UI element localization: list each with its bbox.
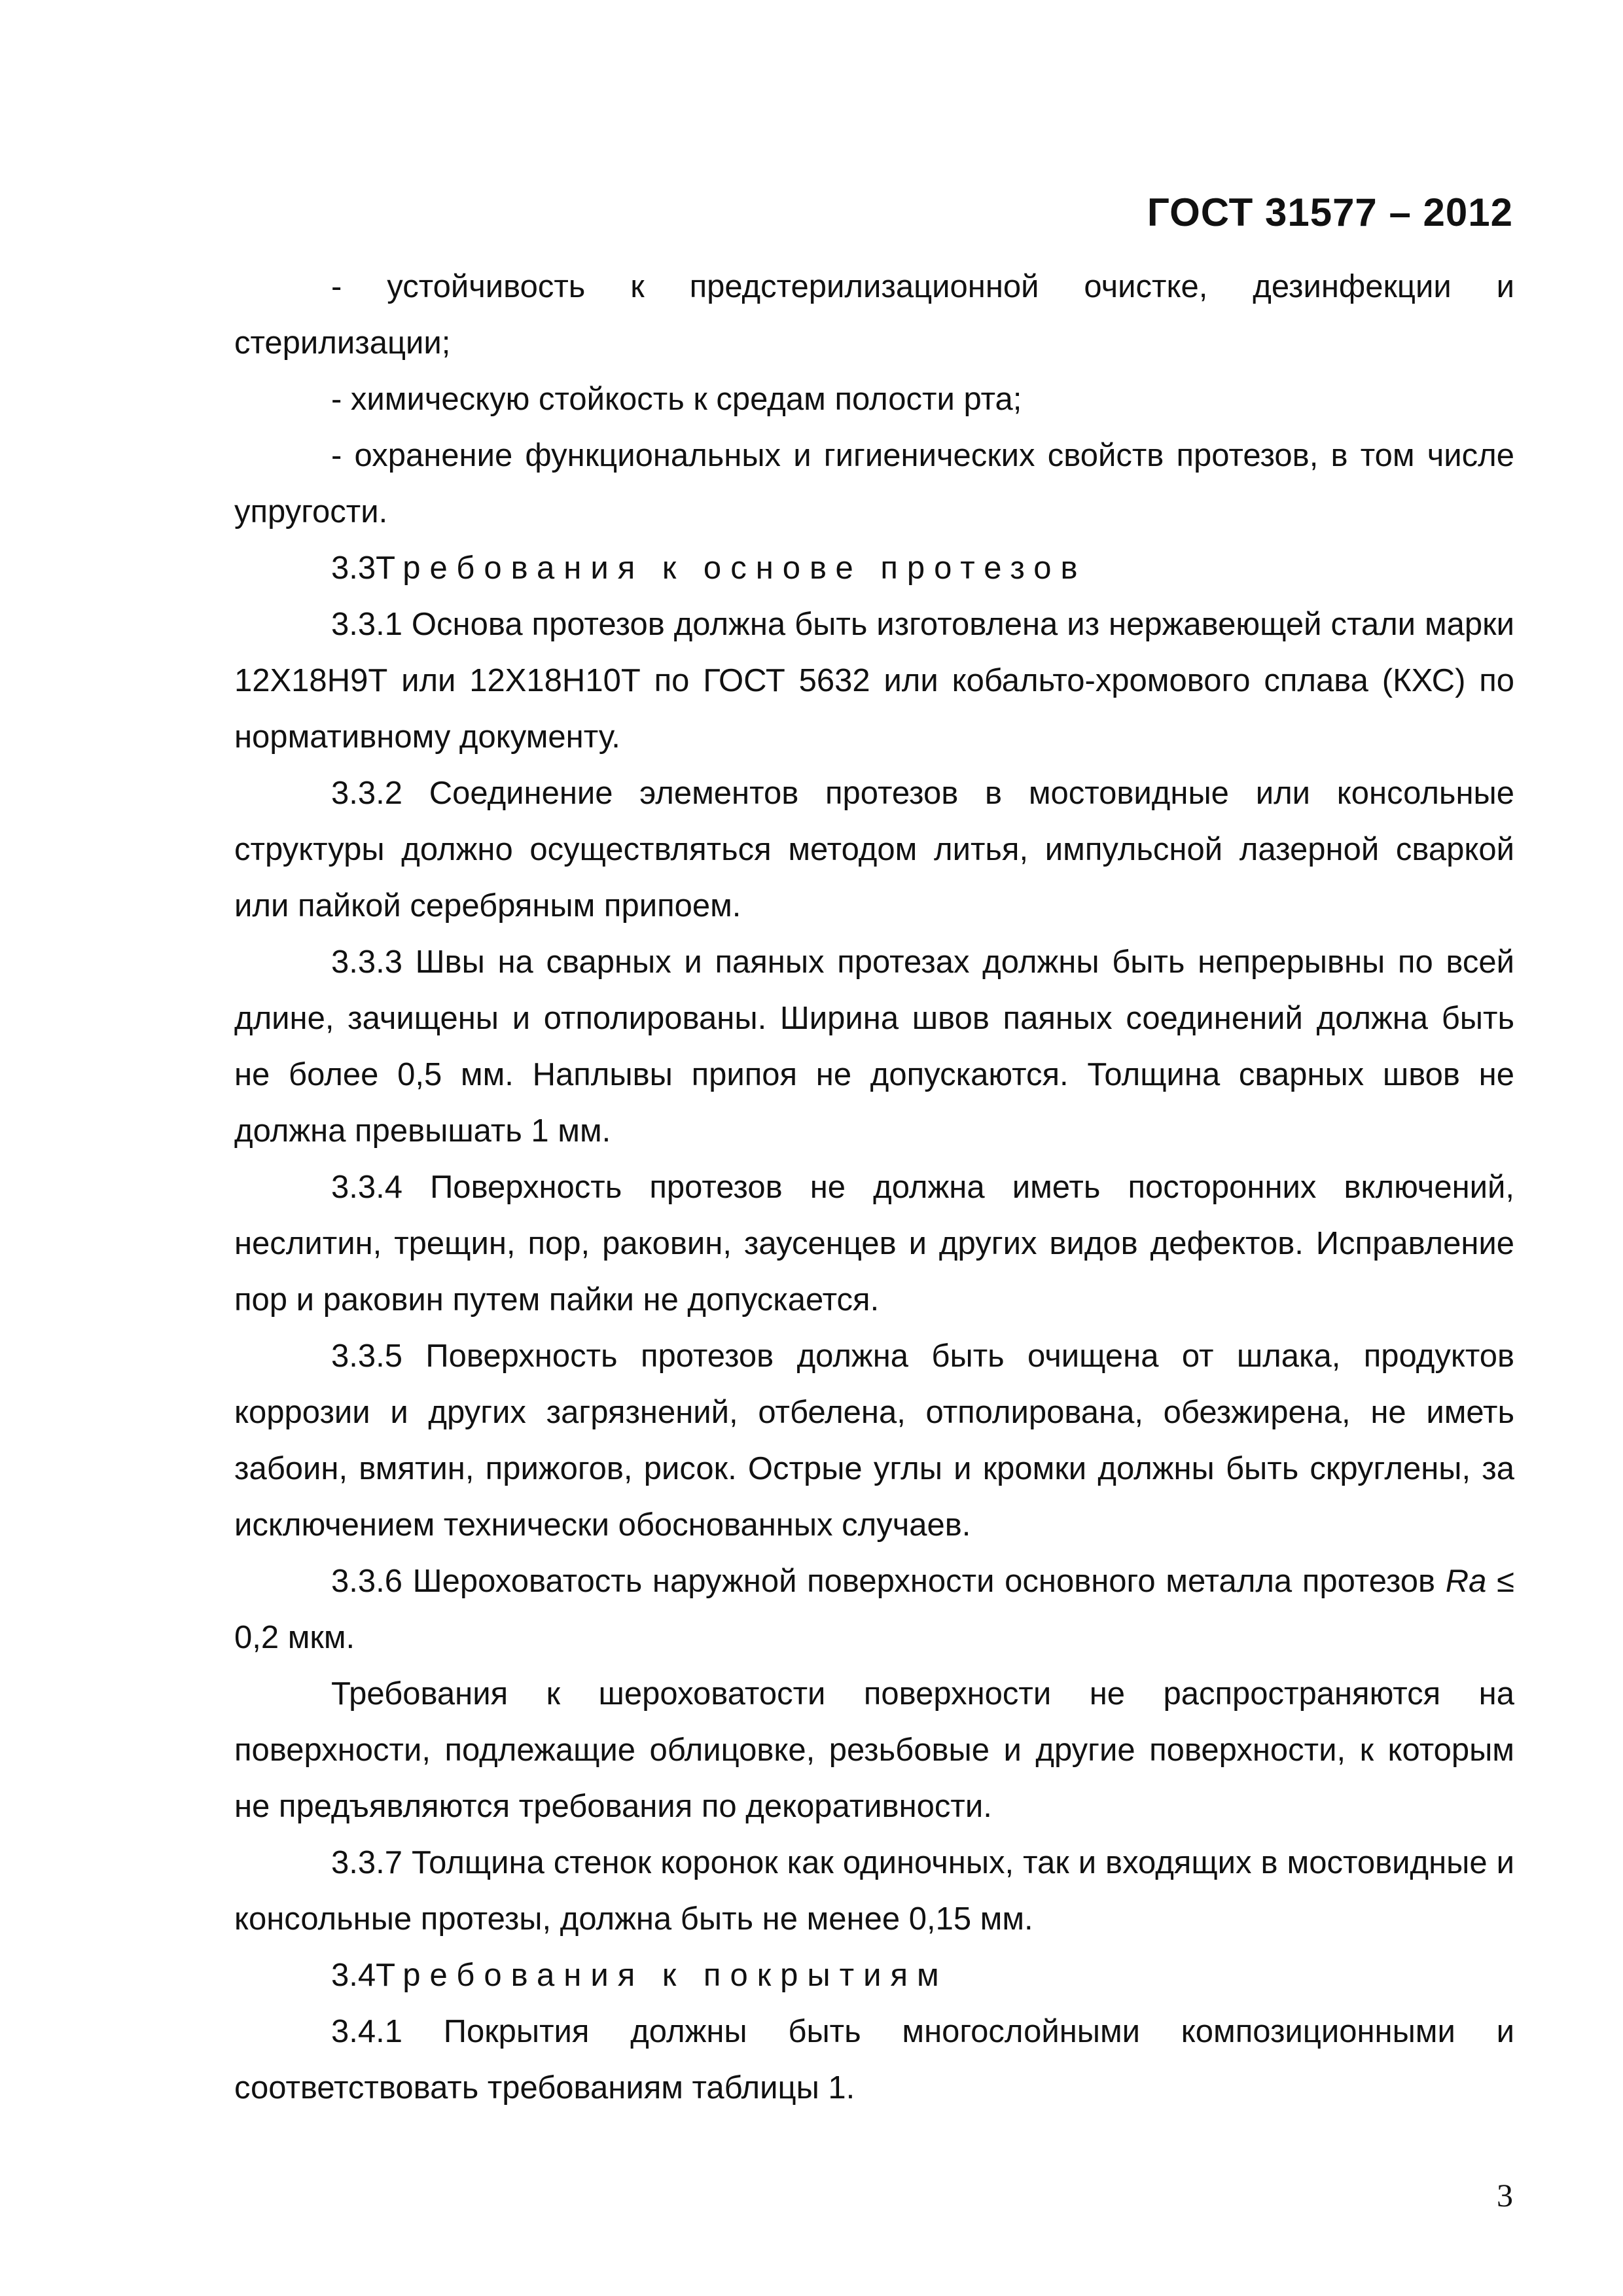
section-number: 3.3 [331,550,376,586]
clause-paragraph: 3.3.5 Поверхность протезов должна быть очищена от шлака, продуктов коррозии и других загрязнений, отбелена, отполирована, обезжирена, не иметь забоин, вмятин, прижогов, рисок. Острые углы и кромки должны быть скруглены, за исключением технически обоснованных случаев. [234,1338,1514,1543]
clause-text: 3.3.6 Шероховатость наружной поверхности основного металла протезов [331,1564,1436,1599]
list-item: - химическую стойкость к средам полости рта; [331,382,1022,417]
clause-paragraph: 3.3.3 Швы на сварных и паяных протезах должны быть непрерывны по всей длине, зачищены и отполированы. Ширина швов паяных соединений должна быть не более 0,5 мм. Наплывы припоя не допускаются. Толщина сварных швов не должна превышать 1 мм. [234,944,1514,1149]
clause-paragraph: Требования к шероховатости поверхности не распространяются на поверхности, подлежащие облицовке, резьбовые и другие поверхности, к которым не предъявляются требования по декоративности. [234,1676,1514,1824]
clause-paragraph: 3.3.4 Поверхность протезов не должна иметь посторонних включений, неслитин, трещин, пор, раковин, заусенцев и других видов дефектов. Исправление пор и раковин путем пайки не допускается. [234,1170,1514,1318]
document-body [234,259,1514,2116]
list-item: - охранение функциональных и гигиенических свойств протезов, в том числе упругости. [234,438,1514,529]
clause-text-after: ≤ 0,2 мкм. [234,1564,1514,1655]
clause-paragraph: 3.3.2 Соединение элементов протезов в мостовидные или консольные структуры должно осуществляться методом литья, импульсной лазерной сваркой или пайкой серебряным припоем. [234,776,1514,924]
section-number: 3.4 [331,1958,376,1993]
clause-paragraph: 3.3.7 Толщина стенок коронок как одиночных, так и входящих в мостовидные и консольные протезы, должна быть не менее 0,15 мм. [234,1845,1514,1937]
list-item: - устойчивость к предстерилизационной очистке, дезинфекции и стерилизации; [234,269,1514,361]
section-heading [234,540,1514,596]
page-number: 3 [1497,2177,1513,2214]
clause-paragraph: 3.4.1 Покрытия должны быть многослойными композиционными и соответствовать требованиям таблицы 1. [234,2014,1514,2106]
clause-paragraph [234,1553,1514,1666]
roughness-symbol: Ra [1445,1564,1487,1599]
document-code: ГОСТ 31577 – 2012 [1147,190,1513,234]
clause-paragraph: 3.3.1 Основа протезов должна быть изготовлена из нержавеющей стали марки 12Х18Н9Т или 12Х18Н10Т по ГОСТ 5632 или кобальто-хромового сплава (КХС) по нормативному документу. [234,607,1514,755]
section-heading [234,1947,1514,2003]
section-title: Требования к основе протезов [376,550,1087,586]
section-title: Требования к покрытиям [376,1958,948,1993]
